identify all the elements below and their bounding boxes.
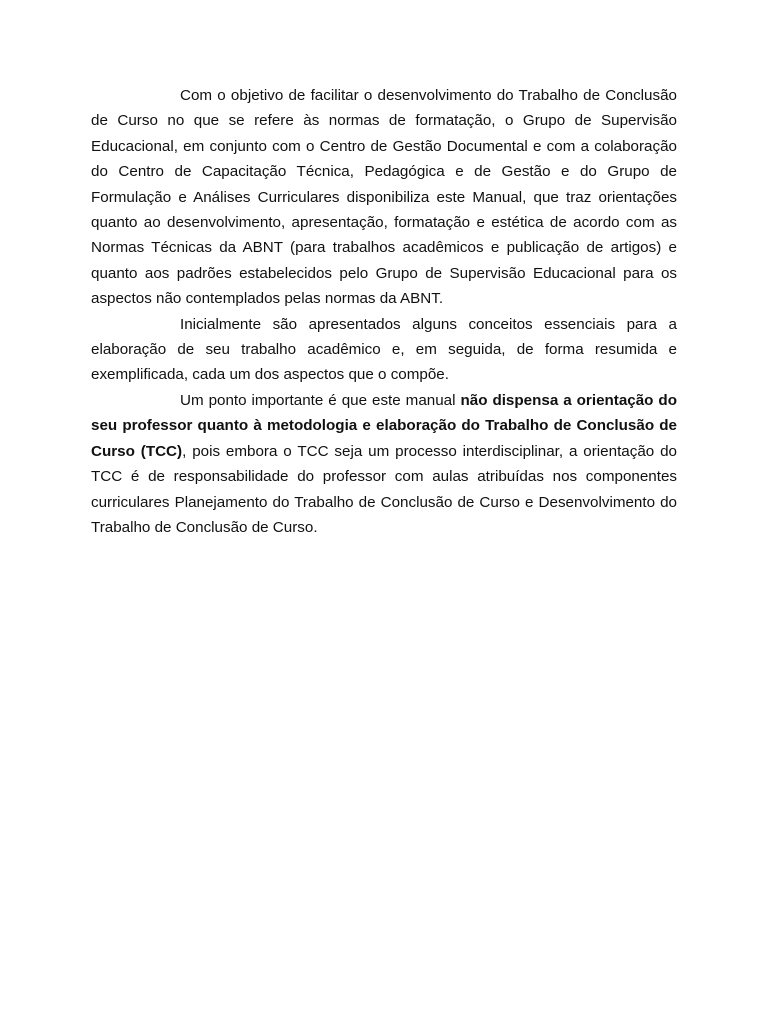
paragraph-note-rest: , pois embora o TCC seja um processo interdisciplinar, a orientação do TCC é de responsabilidade do professor com aulas atribuídas nos componentes curriculares Planejamento do Trabalho de Conclusão de Curso e Desenvolvimento do Trabalho de Conclusão de Curso. (91, 442, 677, 536)
paragraph-note-emphasis: não dispensa a orientação do seu professor quanto à metodologia e elaboração do Trabalho de Conclusão de Curso (TCC) (91, 391, 677, 460)
paragraph-objective: Com o objetivo de facilitar o desenvolvimento do Trabalho de Conclusão de Curso no que se refere às normas de formatação, o Grupo de Supervisão Educacional, em conjunto com o Centro de Gestão Documental e com a colaboração do Centro de Capacitação Técnica, Pedagógica e de Gestão e do Grupo de Formulação e Análises Curriculares disponibiliza este Manual, que traz orientações quanto ao desenvolvimento, apresentação, formatação e estética de acordo com as Normas Técnicas da ABNT (para trabalhos acadêmicos e publicação de artigos) e quanto aos padrões estabelecidos pelo Grupo de Supervisão Educacional para os aspectos não contemplados pelas normas da ABNT. (91, 87, 677, 308)
document-body (91, 83, 677, 540)
paragraph-note-intro: Um ponto importante é que este manual (180, 391, 461, 409)
paragraph-important-note (91, 388, 677, 540)
paragraph-introduction: Inicialmente são apresentados alguns conceitos essenciais para a elaboração de seu trabalho acadêmico e, em seguida, de forma resumida e exemplificada, cada um dos aspectos que o compõe. (91, 315, 677, 384)
